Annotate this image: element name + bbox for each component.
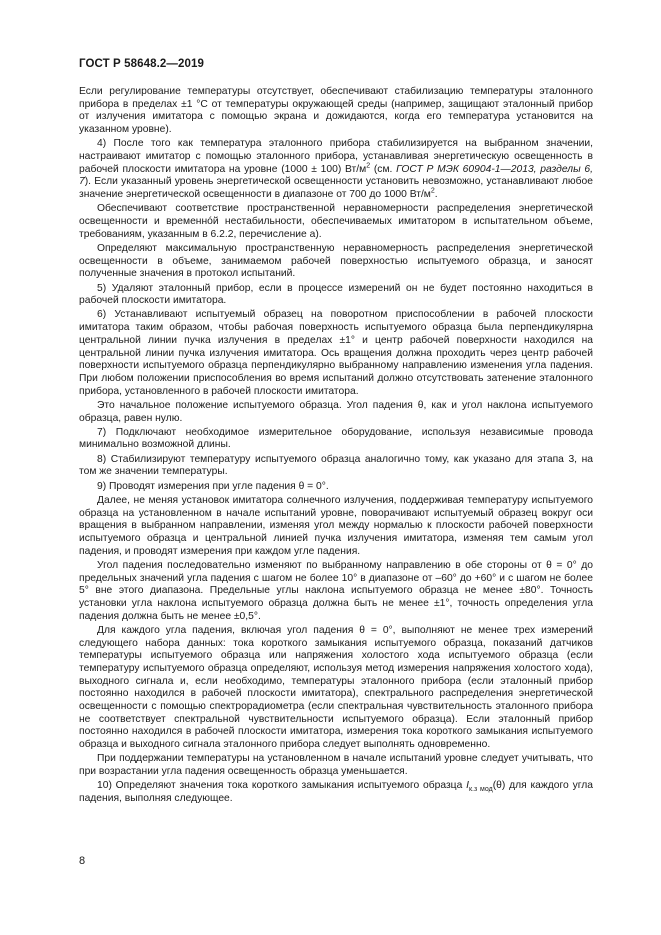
superscript: 2 — [366, 162, 371, 170]
paragraph: Угол падения последовательно изменяют по выбранному направлению в обе стороны от θ = 0° до предельных значений угла падения с шагом не более 10° в диапазоне от –60° до +60° и с шагом не более 5° вне этого диапазона. Предельные углы наклона испытуемого образца не менее ±80°. Точность установки угла наклона испытуемого образца должна быть не менее ±1°, точность определения угла падения должна быть не менее ±0,5°. — [79, 559, 593, 622]
paragraph: Это начальное положение испытуемого образца. Угол падения θ, как и угол наклона испытуемого образца, равен нулю. — [79, 399, 593, 424]
text-run: 4) После того как температура эталонного прибора стабилизируется на выбранном значении, настраивают имитатор с помощью эталонного прибора, устанавливая энергетическую освещенность в рабочей плоскости имитатора на уровне (1000 ± 100) Вт/м — [79, 138, 593, 175]
paragraph: 8) Стабилизируют температуру испытуемого образца аналогично тому, как указано для этапа 3, на том же значении температуры. — [79, 453, 593, 478]
paragraph: При поддержании температуры на установленном в начале испытаний уровне следует учитывать, что при возрастании угла падения освещенность образца уменьшается. — [79, 753, 593, 778]
standard-reference: ГОСТ Р МЭК 60904-1—2013, разделы 6, 7 — [79, 163, 593, 188]
paragraph: Далее, не меняя установок имитатора солнечного излучения, поддерживая температуру испытуемого образца на установленном в начале испытаний уровне, поворачивают испытуемый образец вокруг оси вращения в выбранном направлении, изменяя угол между нормалью к плоскости рабочей поверхности испытуемого образца и центральной линией пучка излучения имитатора, изменяя тем самым угол падения, и проводят измерения при каждом угле падения. — [79, 494, 593, 557]
superscript: 2 — [430, 187, 435, 195]
standard-header: ГОСТ Р 58648.2—2019 — [79, 58, 204, 70]
paragraph: 7) Подключают необходимое измерительное оборудование, используя независимые провода минимально возможной длины. — [79, 426, 593, 451]
paragraph: Если регулирование температуры отсутствует, обеспечивают стабилизацию температуры эталонного прибора в пределах ±1 °С от температуры окружающей среды (например, защищают эталонный прибор от излучения имитатора с помощью экрана и дожидаются, когда его температура установится на указанном уровне). — [79, 86, 593, 136]
paragraph: 6) Устанавливают испытуемый образец на поворотном приспособлении в рабочей плоскости имитатора таким образом, чтобы рабочая поверхность испытуемого образца была перпендикулярна центральной линии пучка излучения в пределах ±1° и центр рабочей поверхности находился на центральной линии пучка излучения имитатора. Ось вращения должна проходить через центр рабочей поверхности испытуемого образца перпендикулярно выбранному направлению изменения угла падения. При любом положении приспособления во время испытаний должно отсутствовать затенение эталонного прибора, установленного в рабочей плоскости имитатора. — [79, 309, 593, 397]
document-body — [79, 86, 593, 807]
paragraph: 9) Проводят измерения при угле падения θ = 0°. — [97, 480, 329, 492]
text-run: 10) Определяют значения тока короткого замыкания испытуемого образца — [97, 780, 467, 792]
page-number: 8 — [79, 855, 86, 867]
paragraph-step-10 — [79, 780, 593, 805]
paragraph: 5) Удаляют эталонный прибор, если в процессе измерений он не будет постоянно находиться в рабочей плоскости имитатора. — [79, 282, 593, 307]
text-run: (θ) для каждого угла падения, выполняя следующее. — [79, 780, 593, 804]
text-run: (см. — [370, 163, 397, 175]
text-run: . — [434, 189, 438, 201]
paragraph: Определяют максимальную пространственную неравномерность распределения энергетической освещенности в объеме, занимаемом рабочей поверхностью испытуемого образца, и заносят полученные значения в протокол испытаний. — [79, 242, 593, 280]
paragraph: Для каждого угла падения, включая угол падения θ = 0°, выполняют не менее трех измерений следующего набора данных: тока короткого замыкания испытуемого образца, показаний датчиков температуры испытуемого образца или напряжения холостого хода испытуемого образца (если температуру испытуемого образца определяют, используя метод измерения напряжения холостого хода), выходного сигнала и, если необходимо, температуры эталонного прибора (если эталонный прибор постоянно находился в рабочей плоскости имитатора), спектрального распределения энергетической освещенности с помощью спектрорадиометра (если спектральная чувствительность эталонного прибора не соответствует спектральной чувствительности испытуемого образца). Если эталонный прибор постоянно находился в рабочей плоскости имитатора, измерения тока короткого замыкания испытуемого образца и выходного сигнала эталонного прибора следует выполнять одновременно. — [79, 624, 593, 751]
paragraph: Обеспечивают соответствие пространственной неравномерности распределения энергетической освещенности и временнóй нестабильности, обеспечиваемых имитатором в испытательном объеме, требованиям, указанным в 6.2.2, перечисление а). — [79, 203, 593, 240]
paragraph-step-4 — [79, 138, 593, 202]
current-variable: I — [466, 780, 469, 792]
text-run: ). Если указанный уровень энергетической освещенности установить невозможно, устанавливают любое значение энергетической освещенности в диапазоне от 700 до 1000 Вт/м — [79, 176, 593, 201]
subscript: к.з мод — [468, 786, 493, 794]
